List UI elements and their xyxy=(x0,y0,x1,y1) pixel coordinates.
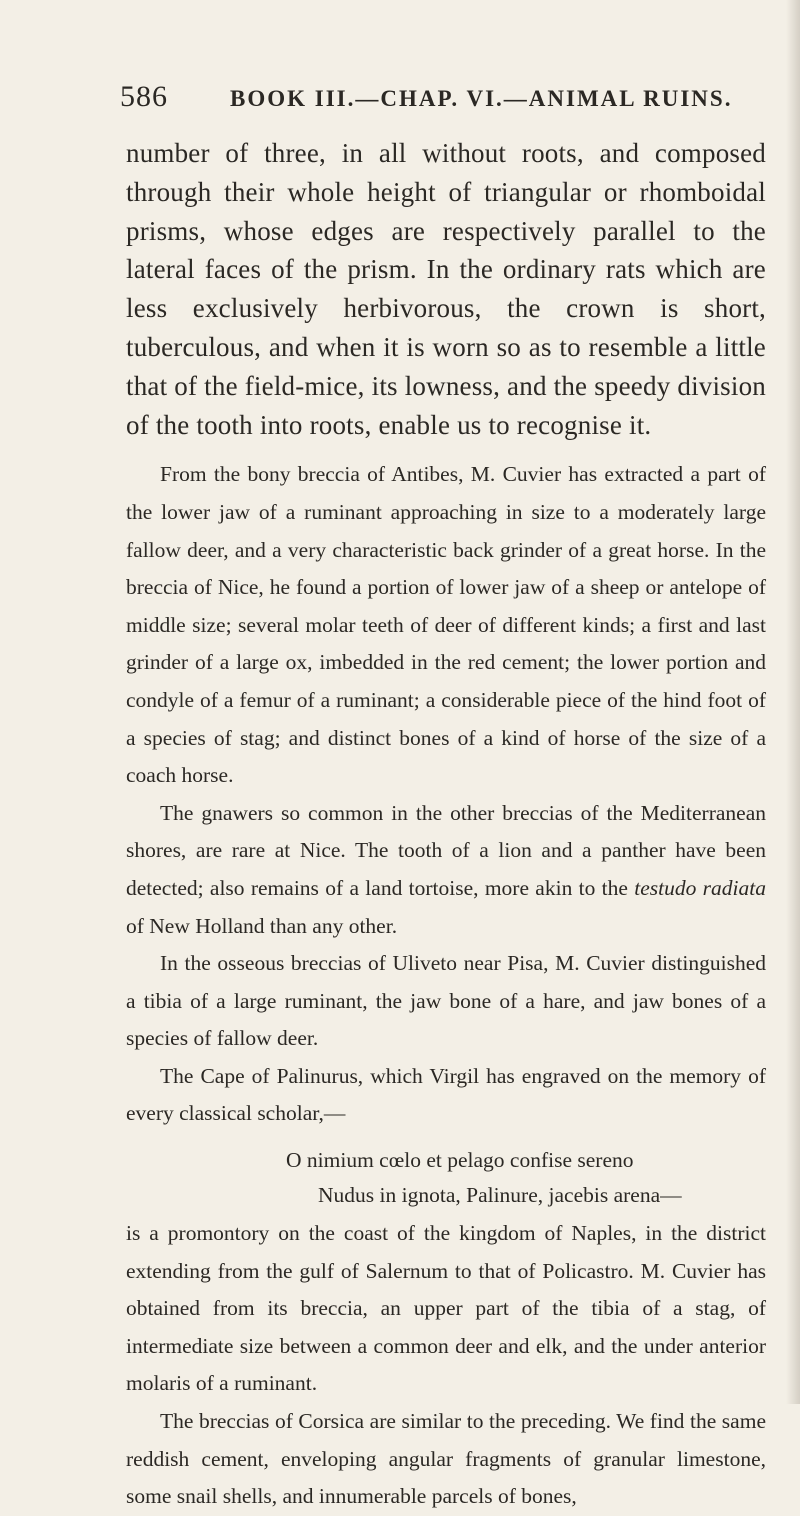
page-number: 586 xyxy=(120,80,168,113)
paragraph-gnawers-text-1: The gnawers so common in the other breccias of the Mediterranean shores, are rare at Nice. The tooth of a lion and a panther have been detected; also remains of a land tortoise, more akin to the xyxy=(126,800,766,900)
paragraph-antibes-nice: From the bony breccia of Antibes, M. Cuvier has extracted a part of the lower jaw of a ruminant approaching in size to a moderately large fallow deer, and a very characteristic back grinder of a great horse. In the breccia of Nice, he found a portion of lower jaw of a sheep or antelope of middle size; several molar teeth of deer of different kinds; a first and last grinder of a large ox, imbedded in the red cement; the lower portion and condyle of a femur of a ruminant; a considerable piece of the hind foot of a species of stag; and distinct bones of a kind of horse of the size of a coach horse. xyxy=(126,462,766,788)
page-header xyxy=(120,80,766,114)
verse-quotation xyxy=(126,1143,766,1213)
paragraph-corsica: The breccias of Corsica are similar to the preceding. We find the same reddish cement, enveloping angular fragments of granular limestone, some snail shells, and innumerable parcels of bones, xyxy=(126,1409,766,1509)
paragraph-gnawers-text-2: of New Holland than any other. xyxy=(126,913,398,938)
paragraph-gnawers xyxy=(126,795,766,945)
page-fold-shadow xyxy=(786,0,800,1404)
paragraph-palinurus: The Cape of Palinurus, which Virgil has engraved on the memory of every classical scholar,— xyxy=(126,1063,766,1126)
species-name-italic: testudo radiata xyxy=(634,875,766,900)
verse-line: O nimium cœlo et pelago confise sereno xyxy=(286,1148,634,1173)
paragraph-promontory: is a promontory on the coast of the kingdom of Naples, in the district extending from the gulf of Salernum to that of Policastro. M. Cuvier has obtained from its breccia, an upper part of the tibia of a stag, of intermediate size between a common deer and elk, and the under anterior molaris of a ruminant. xyxy=(126,1221,766,1396)
running-head: BOOK III.—CHAP. VI.—ANIMAL RUINS. xyxy=(230,86,733,111)
verse-line: Nudus in ignota, Palinure, jacebis arena— xyxy=(318,1183,682,1208)
paragraph-uliveto: In the osseous breccias of Uliveto near Pisa, M. Cuvier distinguished a tibia of a large ruminant, the jaw bone of a hare, and jaw bones of a species of fallow deer. xyxy=(126,951,766,1051)
paragraph-continuation: number of three, in all without roots, and composed through their whole height of triangular or rhomboidal prisms, whose edges are respectively parallel to the lateral faces of the prism. In the ordinary rats which are less exclusively herbivorous, the crown is short, tuberculous, and when it is worn so as to resemble a little that of the field-mice, its lowness, and the speedy division of the tooth into roots, enable us to recognise it. xyxy=(126,138,766,440)
